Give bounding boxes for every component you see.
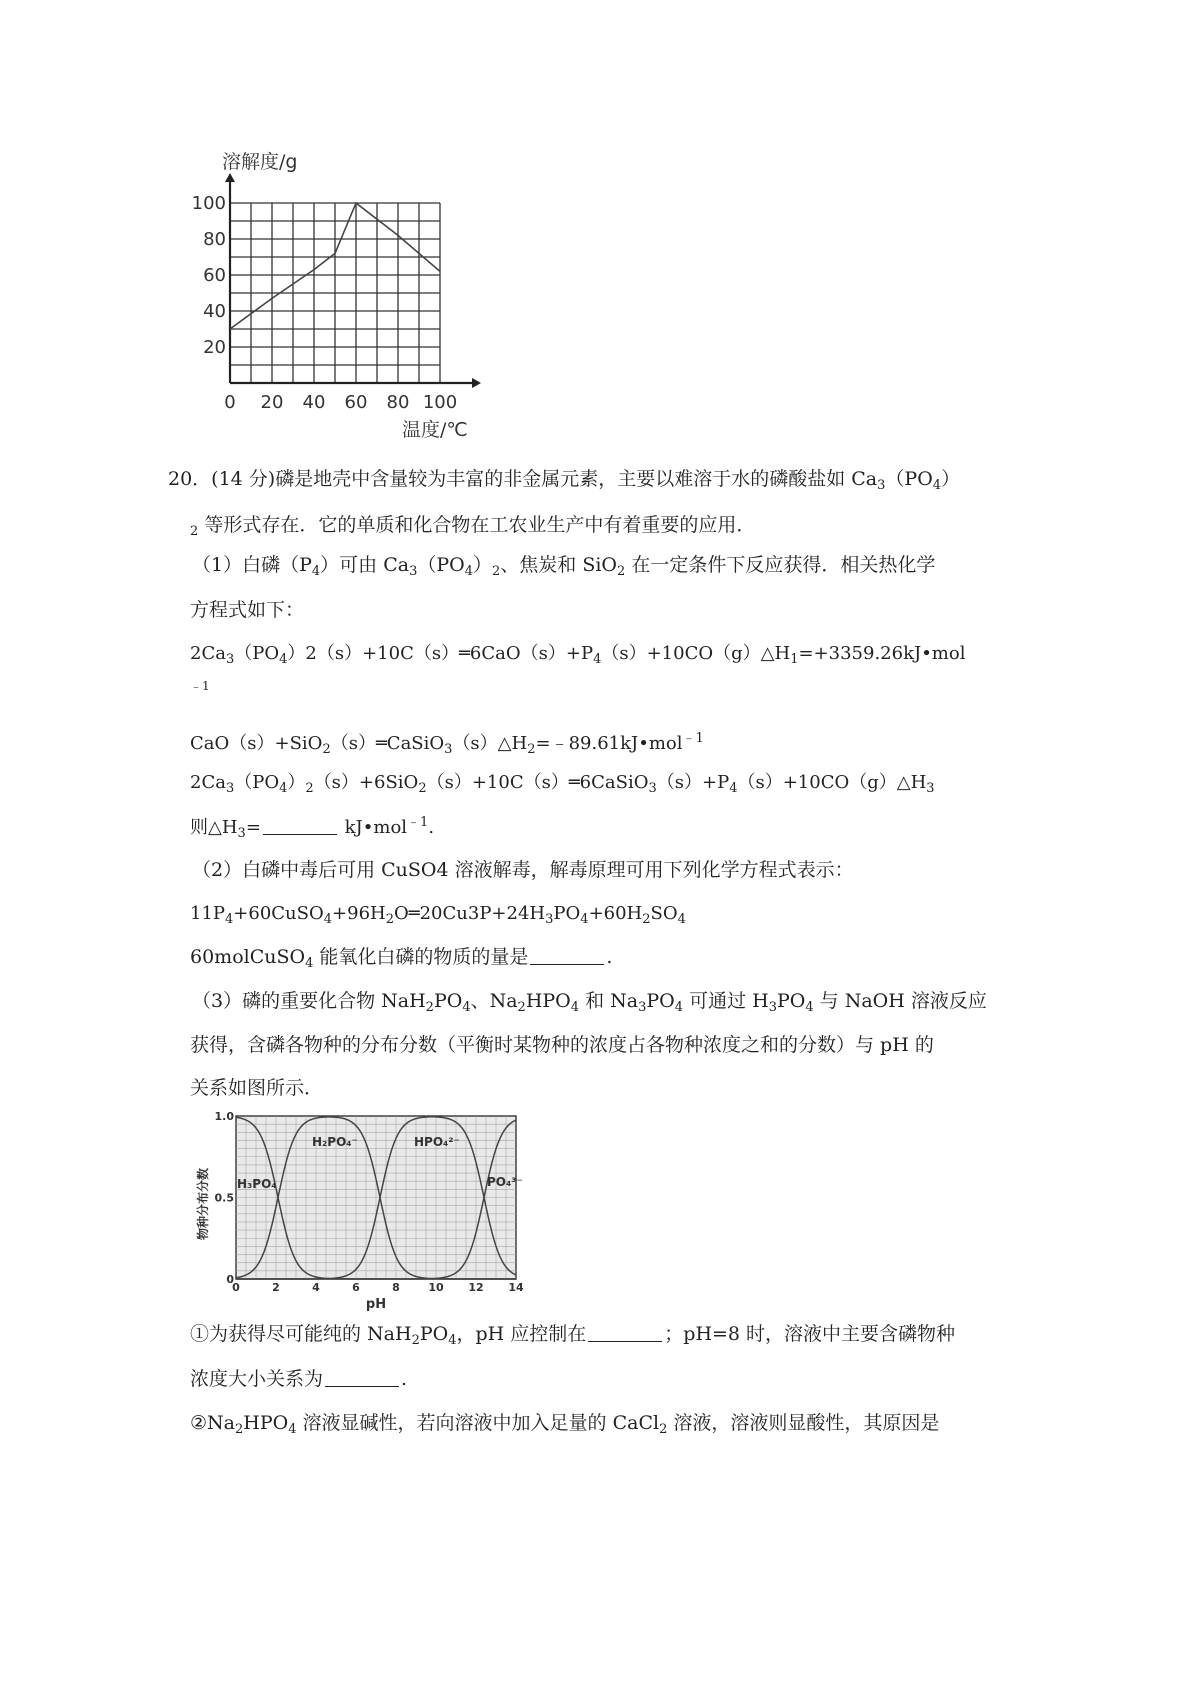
x-tick-label: 12 [468, 1281, 484, 1294]
x-tick-label: 80 [386, 392, 410, 413]
solubility-chart [191, 140, 500, 450]
subquestion-2-line-1: $②Na_2HPO_4$ 溶液显碱性，若向溶液中加入足量的 CaCl$_2$ 溶液，溶液则显酸性，其原因是 [190, 1412, 940, 1437]
series-label: H₂PO₄⁻ [312, 1135, 358, 1149]
x-axis-label: pH [365, 1297, 387, 1312]
x-tick-label: 20 [260, 392, 284, 413]
y-tick-label: 60 [203, 265, 226, 286]
x-tick-label: 60 [344, 392, 368, 413]
x-axis-arrow [472, 378, 481, 388]
part3-line-1: （3）磷的重要化合物 $NaH_2PO_4$、$Na_2HPO_4$ 和 $Na_3PO_4$ 可通过 $H_3PO_4$ 与 NaOH 溶液反应 [192, 990, 987, 1015]
y-tick-label: 20 [203, 337, 226, 358]
subquestion-1-line-2: 浓度大小关系为 . [190, 1368, 408, 1390]
y-axis-label: 物种分布分数 [196, 1167, 210, 1240]
x-tick-label: 2 [272, 1281, 280, 1294]
y-tick-label: 0.5 [214, 1191, 234, 1205]
species-distribution-chart [190, 1108, 535, 1318]
answer-blank-concentration-order[interactable] [325, 1370, 399, 1387]
y-tick-label: 0 [226, 1273, 234, 1286]
answer-blank-ph-range[interactable] [588, 1325, 662, 1342]
x-tick-label: 0 [224, 392, 236, 413]
question-intro-line-2: $_2$ 等形式存在．它的单质和化合物在工农业生产中有着重要的应用． [190, 514, 756, 539]
answer-blank-dh3[interactable] [263, 818, 337, 835]
x-tick-label: 4 [312, 1281, 320, 1294]
part2-line: （2）白磷中毒后可用 CuSO4 溶液解毒，解毒原理可用下列化学方程式表示： [192, 859, 854, 881]
y-tick-label: 80 [203, 229, 226, 250]
y-tick-label: 40 [203, 301, 226, 322]
y-axis-label: 溶解度/g [222, 151, 298, 173]
x-tick-label: 8 [392, 1281, 400, 1294]
part3-line-2: 获得，含磷各物种的分布分数（平衡时某物种的浓度占各物种浓度之和的分数）与 pH 的 [190, 1034, 934, 1056]
part1-line-2: 方程式如下： [190, 599, 305, 621]
series-label: PO₄³⁻ [487, 1175, 523, 1189]
equation-1: $2Ca_3(PO_4)2(s)+10C(s)═6CaO(s)+P_4(s)+10CO(g)\triangle H_1=+3359.26kJ•mol$ [190, 643, 966, 667]
subquestion-1-line-1: ①为获得尽可能纯的 $NaH_2PO_4$，pH 应控制在 ；pH=8 时，溶液中主要含磷物种 [190, 1323, 956, 1348]
y-axis-arrow [225, 173, 235, 182]
equation-2: $CaO(s)+SiO_2(s)═CaSiO_3(s)\triangle H_2=﹣89.61kJ•mol^{﹣1}$ [190, 731, 704, 757]
part2-question: 60molCuSO$_4$ 能氧化白磷的物质的量是 . [190, 946, 613, 971]
y-tick-label: 1.0 [214, 1110, 234, 1123]
x-axis-label: 温度/℃ [402, 419, 468, 441]
x-tick-label: 40 [302, 392, 326, 413]
x-tick-label: 6 [352, 1281, 360, 1294]
equation-4: $11P_4+60CuSO_4+96H_2O═20Cu3P+24H_3PO_4+60H_2SO_4$ [190, 903, 686, 927]
x-tick-label: 14 [508, 1281, 524, 1294]
answer-1-line: 则$\triangle H_3=$ kJ•mol$^{﹣1}$. [190, 815, 435, 841]
series-label: H₃PO₄ [237, 1177, 277, 1191]
equation-1-exponent: ﹣1 [190, 679, 210, 693]
x-tick-label: 0 [232, 1281, 240, 1294]
y-tick-label: 100 [191, 193, 226, 214]
series-label: HPO₄²⁻ [414, 1135, 460, 1149]
x-tick-label: 10 [428, 1281, 444, 1294]
x-tick-label: 100 [422, 392, 458, 413]
question-intro-line-1: 20．(14 分)磷是地壳中含量较为丰富的非金属元素，主要以难溶于水的磷酸盐如 $Ca_3(PO_4)$ [168, 468, 961, 493]
equation-3: $2Ca_3(PO_4)_2(s)+6SiO_2(s)+10C(s)═6CaSiO_3(s)+P_4(s)+10CO(g)\triangle H_3$ [190, 772, 935, 796]
part1-line-1: （1）白磷$(P_4)$可由 $Ca_3(PO_4)_2$、焦炭和 SiO$_2$ 在一定条件下反应获得．相关热化学 [192, 554, 936, 579]
answer-blank-moles[interactable] [530, 948, 604, 965]
part3-line-3: 关系如图所示． [190, 1077, 324, 1099]
